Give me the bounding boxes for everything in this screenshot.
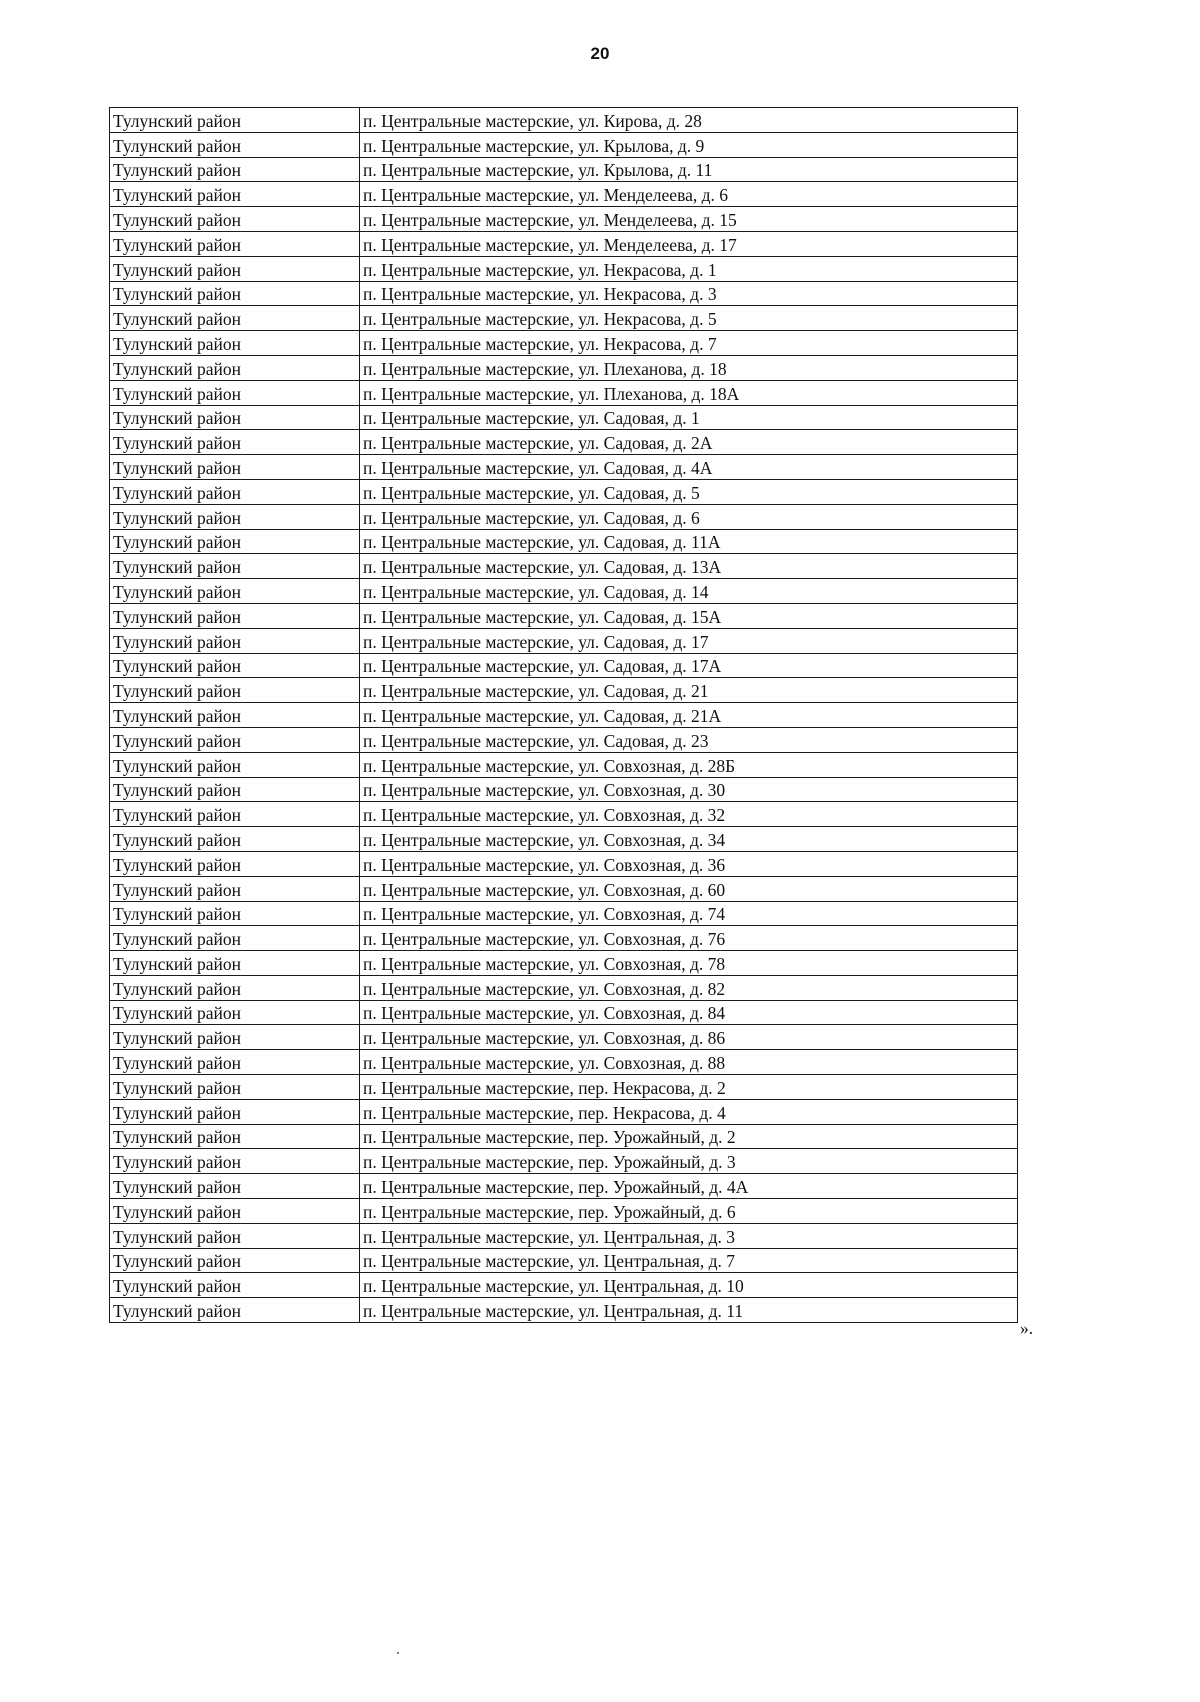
address-cell: п. Центральные мастерские, ул. Садовая, д. 4А (360, 455, 1018, 480)
table-row (110, 1273, 1018, 1298)
table-row (110, 628, 1018, 653)
address-cell: п. Центральные мастерские, ул. Садовая, д. 1 (360, 405, 1018, 430)
table-row (110, 479, 1018, 504)
table-row (110, 901, 1018, 926)
address-cell: п. Центральные мастерские, ул. Садовая, д. 11А (360, 529, 1018, 554)
closing-quote-mark: ». (1020, 1318, 1034, 1338)
district-cell: Тулунский район (110, 1273, 360, 1298)
table-row (110, 1124, 1018, 1149)
district-cell: Тулунский район (110, 926, 360, 951)
table-row (110, 504, 1018, 529)
table-row (110, 256, 1018, 281)
district-cell: Тулунский район (110, 901, 360, 926)
address-cell: п. Центральные мастерские, ул. Совхозная, д. 36 (360, 851, 1018, 876)
address-cell: п. Центральные мастерские, ул. Некрасова, д. 7 (360, 331, 1018, 356)
district-cell: Тулунский район (110, 1174, 360, 1199)
address-cell: п. Центральные мастерские, ул. Садовая, д. 17 (360, 628, 1018, 653)
district-cell: Тулунский район (110, 653, 360, 678)
table-body (110, 108, 1018, 1323)
table-row (110, 231, 1018, 256)
table-row (110, 1050, 1018, 1075)
table-row (110, 281, 1018, 306)
address-cell: п. Центральные мастерские, ул. Некрасова, д. 5 (360, 306, 1018, 331)
address-cell: п. Центральные мастерские, ул. Совхозная, д. 74 (360, 901, 1018, 926)
table-row (110, 331, 1018, 356)
district-cell: Тулунский район (110, 331, 360, 356)
table-row (110, 926, 1018, 951)
table-row (110, 752, 1018, 777)
district-cell: Тулунский район (110, 579, 360, 604)
district-cell: Тулунский район (110, 777, 360, 802)
address-cell: п. Центральные мастерские, ул. Крылова, д. 11 (360, 157, 1018, 182)
address-cell: п. Центральные мастерские, ул. Садовая, д. 21А (360, 703, 1018, 728)
address-cell: п. Центральные мастерские, ул. Совхозная, д. 32 (360, 802, 1018, 827)
district-cell: Тулунский район (110, 1124, 360, 1149)
table-row (110, 1248, 1018, 1273)
address-cell: п. Центральные мастерские, пер. Некрасова, д. 4 (360, 1099, 1018, 1124)
address-cell: п. Центральные мастерские, пер. Урожайный, д. 2 (360, 1124, 1018, 1149)
address-cell: п. Центральные мастерские, ул. Садовая, д. 14 (360, 579, 1018, 604)
district-cell: Тулунский район (110, 108, 360, 133)
table-row (110, 975, 1018, 1000)
address-cell: п. Центральные мастерские, ул. Совхозная, д. 78 (360, 951, 1018, 976)
district-cell: Тулунский район (110, 355, 360, 380)
district-cell: Тулунский район (110, 430, 360, 455)
table-row (110, 802, 1018, 827)
table-row (110, 1223, 1018, 1248)
address-cell: п. Центральные мастерские, ул. Центральная, д. 11 (360, 1298, 1018, 1323)
address-cell: п. Центральные мастерские, ул. Менделеева, д. 15 (360, 207, 1018, 232)
address-cell: п. Центральные мастерские, ул. Кирова, д. 28 (360, 108, 1018, 133)
table-row (110, 306, 1018, 331)
table-row (110, 182, 1018, 207)
address-cell: п. Центральные мастерские, ул. Менделеева, д. 6 (360, 182, 1018, 207)
district-cell: Тулунский район (110, 132, 360, 157)
district-cell: Тулунский район (110, 1050, 360, 1075)
table-row (110, 455, 1018, 480)
table-row (110, 1199, 1018, 1224)
district-cell: Тулунский район (110, 455, 360, 480)
table-row (110, 108, 1018, 133)
district-cell: Тулунский район (110, 1075, 360, 1100)
district-cell: Тулунский район (110, 529, 360, 554)
district-cell: Тулунский район (110, 554, 360, 579)
address-cell: п. Центральные мастерские, пер. Некрасова, д. 2 (360, 1075, 1018, 1100)
district-cell: Тулунский район (110, 1000, 360, 1025)
address-cell: п. Центральные мастерские, ул. Совхозная, д. 88 (360, 1050, 1018, 1075)
address-cell: п. Центральные мастерские, ул. Садовая, д. 2А (360, 430, 1018, 455)
district-cell: Тулунский район (110, 504, 360, 529)
address-cell: п. Центральные мастерские, ул. Садовая, д. 21 (360, 678, 1018, 703)
address-cell: п. Центральные мастерские, ул. Совхозная, д. 86 (360, 1025, 1018, 1050)
table-row (110, 1000, 1018, 1025)
address-cell: п. Центральные мастерские, ул. Садовая, д. 23 (360, 727, 1018, 752)
table-row (110, 554, 1018, 579)
address-cell: п. Центральные мастерские, ул. Совхозная, д. 84 (360, 1000, 1018, 1025)
district-cell: Тулунский район (110, 628, 360, 653)
table-row (110, 1298, 1018, 1323)
table-row (110, 678, 1018, 703)
address-cell: п. Центральные мастерские, ул. Некрасова, д. 3 (360, 281, 1018, 306)
district-cell: Тулунский район (110, 975, 360, 1000)
table-row (110, 951, 1018, 976)
table-row (110, 380, 1018, 405)
scan-dot-mark (397, 1652, 399, 1654)
table-row (110, 1075, 1018, 1100)
district-cell: Тулунский район (110, 479, 360, 504)
table-row (110, 703, 1018, 728)
table-row (110, 876, 1018, 901)
address-cell: п. Центральные мастерские, ул. Центральная, д. 3 (360, 1223, 1018, 1248)
page-number: 20 (590, 44, 610, 63)
address-cell: п. Центральные мастерские, пер. Урожайный, д. 4А (360, 1174, 1018, 1199)
district-cell: Тулунский район (110, 1025, 360, 1050)
district-cell: Тулунский район (110, 1298, 360, 1323)
district-cell: Тулунский район (110, 256, 360, 281)
table-row (110, 851, 1018, 876)
district-cell: Тулунский район (110, 380, 360, 405)
address-cell: п. Центральные мастерские, ул. Крылова, д. 9 (360, 132, 1018, 157)
address-cell: п. Центральные мастерские, ул. Садовая, д. 13А (360, 554, 1018, 579)
district-cell: Тулунский район (110, 1223, 360, 1248)
district-cell: Тулунский район (110, 951, 360, 976)
table-row (110, 777, 1018, 802)
district-cell: Тулунский район (110, 1149, 360, 1174)
district-cell: Тулунский район (110, 1199, 360, 1224)
table-row (110, 727, 1018, 752)
district-cell: Тулунский район (110, 802, 360, 827)
address-cell: п. Центральные мастерские, ул. Садовая, д. 17А (360, 653, 1018, 678)
district-cell: Тулунский район (110, 281, 360, 306)
district-cell: Тулунский район (110, 405, 360, 430)
address-cell: п. Центральные мастерские, ул. Садовая, д. 6 (360, 504, 1018, 529)
address-cell: п. Центральные мастерские, ул. Плеханова, д. 18 (360, 355, 1018, 380)
address-cell: п. Центральные мастерские, ул. Совхозная, д. 28Б (360, 752, 1018, 777)
table-row (110, 827, 1018, 852)
table-row (110, 1174, 1018, 1199)
address-cell: п. Центральные мастерские, ул. Совхозная, д. 30 (360, 777, 1018, 802)
table-row (110, 529, 1018, 554)
table-row (110, 1099, 1018, 1124)
address-cell: п. Центральные мастерские, ул. Совхозная, д. 34 (360, 827, 1018, 852)
address-cell: п. Центральные мастерские, ул. Садовая, д. 5 (360, 479, 1018, 504)
table-row (110, 653, 1018, 678)
address-cell: п. Центральные мастерские, ул. Центральная, д. 10 (360, 1273, 1018, 1298)
address-table (109, 107, 1018, 1323)
district-cell: Тулунский район (110, 851, 360, 876)
district-cell: Тулунский район (110, 678, 360, 703)
address-cell: п. Центральные мастерские, пер. Урожайный, д. 3 (360, 1149, 1018, 1174)
address-cell: п. Центральные мастерские, ул. Совхозная, д. 76 (360, 926, 1018, 951)
table-row (110, 355, 1018, 380)
table-row (110, 1149, 1018, 1174)
district-cell: Тулунский район (110, 157, 360, 182)
table-row (110, 579, 1018, 604)
address-cell: п. Центральные мастерские, ул. Совхозная, д. 82 (360, 975, 1018, 1000)
district-cell: Тулунский район (110, 727, 360, 752)
district-cell: Тулунский район (110, 1099, 360, 1124)
address-cell: п. Центральные мастерские, ул. Садовая, д. 15А (360, 603, 1018, 628)
address-cell: п. Центральные мастерские, ул. Центральная, д. 7 (360, 1248, 1018, 1273)
district-cell: Тулунский район (110, 827, 360, 852)
table-row (110, 603, 1018, 628)
district-cell: Тулунский район (110, 752, 360, 777)
address-cell: п. Центральные мастерские, ул. Плеханова, д. 18А (360, 380, 1018, 405)
address-cell: п. Центральные мастерские, пер. Урожайный, д. 6 (360, 1199, 1018, 1224)
table-row (110, 1025, 1018, 1050)
table-row (110, 132, 1018, 157)
address-cell: п. Центральные мастерские, ул. Менделеева, д. 17 (360, 231, 1018, 256)
district-cell: Тулунский район (110, 231, 360, 256)
table-row (110, 430, 1018, 455)
district-cell: Тулунский район (110, 182, 360, 207)
district-cell: Тулунский район (110, 1248, 360, 1273)
table-row (110, 405, 1018, 430)
table-row (110, 157, 1018, 182)
district-cell: Тулунский район (110, 306, 360, 331)
address-cell: п. Центральные мастерские, ул. Совхозная, д. 60 (360, 876, 1018, 901)
district-cell: Тулунский район (110, 703, 360, 728)
table-row (110, 207, 1018, 232)
district-cell: Тулунский район (110, 207, 360, 232)
address-cell: п. Центральные мастерские, ул. Некрасова, д. 1 (360, 256, 1018, 281)
district-cell: Тулунский район (110, 876, 360, 901)
district-cell: Тулунский район (110, 603, 360, 628)
